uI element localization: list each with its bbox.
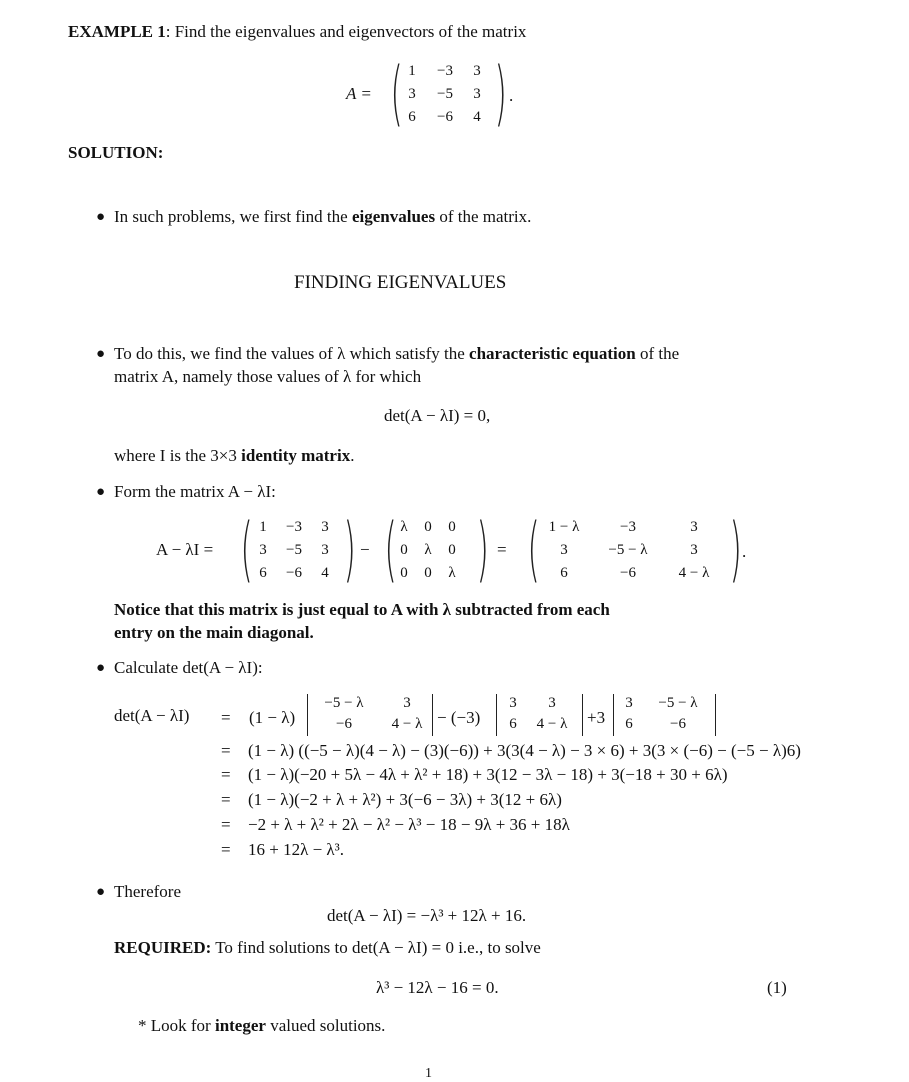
matrix-entry: 6 [259, 565, 267, 581]
left-paren: ( [240, 508, 253, 590]
matrix-entry: λ [448, 565, 456, 581]
bullet-3-text: Form the matrix A − λI: [114, 482, 276, 501]
bullet-2-line-2: matrix A, namely those values of λ for which [114, 367, 422, 386]
matrix-entry: 6 [509, 716, 517, 732]
calc-line: (1 − λ)(−20 + 5λ − 4λ + λ² + 18) + 3(12 − 3λ − 18) + 3(−18 + 30 + 6λ) [248, 765, 728, 784]
form-matrix-1 [250, 516, 338, 585]
matrix-entry: 4 − λ [536, 716, 568, 732]
matrix-entry: 6 [625, 716, 633, 732]
where-bold: identity matrix [241, 446, 351, 465]
bullet-5: ● [96, 884, 106, 900]
det-bar [613, 694, 614, 736]
matrix-entry: −3 [620, 519, 636, 535]
example-statement [68, 22, 526, 42]
matrix-entry: 4 − λ [391, 716, 423, 732]
notice-line-1: Notice that this matrix is just equal to A with λ subtracted from each [114, 600, 610, 619]
det-2x2-3 [616, 693, 714, 735]
where-pre: where I is the 3×3 [114, 446, 242, 465]
matrix-entry: 4 [321, 565, 329, 581]
matrix-entry: 3 [473, 86, 481, 102]
form-equals: = [497, 540, 507, 559]
matrix-entry: 3 [408, 86, 416, 102]
form-minus: − [360, 540, 370, 559]
bullet-2: ● [96, 346, 106, 362]
matrix-entry: −3 [437, 63, 453, 79]
required-label: REQUIRED: [114, 938, 212, 957]
det-2x2-1 [310, 693, 436, 735]
bullet-5-text: Therefore [114, 882, 182, 901]
matrix-entry: −5 − λ [324, 695, 364, 711]
calc-line-eq: = [221, 790, 231, 809]
notice-line-2: entry on the main diagonal. [114, 623, 314, 642]
right-paren: ) [476, 508, 489, 590]
section-heading: FINDING EIGENVALUES [294, 272, 507, 293]
matrix-entry: 3 [625, 695, 633, 711]
matrix-entry: −6 [437, 109, 453, 125]
matrix-entry: 3 [548, 695, 556, 711]
matrix-entry: 3 [473, 63, 481, 79]
matrix-entry: λ [400, 519, 408, 535]
matrix-entry: −6 [620, 565, 636, 581]
right-paren: ) [729, 508, 742, 590]
matrix-entry: 1 − λ [548, 519, 580, 535]
calc-eq: = [221, 708, 231, 727]
matrix-entry: −6 [670, 716, 686, 732]
required-text: To find solutions to det(A − λI) = 0 i.e., to solve [211, 938, 541, 957]
calc-coef-2: − (−3) [437, 708, 481, 727]
matrix-entry: 4 − λ [678, 565, 710, 581]
bullet-2-bold: characteristic equation [469, 344, 636, 363]
look-star: * [138, 1016, 147, 1035]
det-bar [307, 694, 308, 736]
bullet-2-post: of the [635, 344, 680, 363]
matrix-entry: 3 [259, 542, 267, 558]
where-line [114, 446, 354, 466]
matrix-entry: 3 [690, 542, 698, 558]
calc-line-eq: = [221, 765, 231, 784]
calc-lhs: det(A − λI) [114, 706, 190, 725]
look-bold: integer [214, 1016, 266, 1035]
form-matrix-3 [534, 516, 726, 585]
form-matrix-2 [392, 516, 464, 585]
equation-tag: (1) [767, 978, 787, 997]
calc-line: (1 − λ)(−2 + λ + λ²) + 3(−6 − 3λ) + 3(12 + 6λ) [248, 790, 562, 809]
bullet-3: ● [96, 484, 106, 500]
matrix-entry: 1 [259, 519, 267, 535]
bullet-2-pre: To do this, we find the values of λ which satisfy the [114, 344, 470, 363]
form-lhs: A − λI = [156, 540, 214, 559]
cubic-equation: λ³ − 12λ − 16 = 0. [376, 978, 499, 997]
example-text: : Find the eigenvalues and eigenvectors of the matrix [165, 22, 527, 41]
matrix-entry: 0 [424, 565, 432, 581]
det-bar [432, 694, 433, 736]
form-period: . [742, 542, 747, 561]
matrix-entry: −3 [286, 519, 302, 535]
right-paren: ) [343, 508, 356, 590]
matrix-entry: 6 [560, 565, 568, 581]
matrix-a-period: . [509, 86, 514, 105]
matrix-entry: 0 [448, 542, 456, 558]
matrix-entry: 4 [473, 109, 481, 125]
matrix-entry: 0 [400, 542, 408, 558]
right-paren: ) [494, 52, 507, 134]
left-paren: ( [527, 508, 540, 590]
matrix-entry: −6 [286, 565, 302, 581]
matrix-entry: 3 [560, 542, 568, 558]
matrix-a [398, 60, 490, 129]
calc-line-eq: = [221, 840, 231, 859]
page-number: 1 [425, 1066, 432, 1081]
matrix-entry: 0 [424, 519, 432, 535]
calc-coef-1: (1 − λ) [249, 708, 296, 727]
look-line [138, 1016, 385, 1036]
matrix-entry: λ [424, 542, 432, 558]
left-paren: ( [390, 52, 403, 134]
look-post: valued solutions. [265, 1016, 386, 1035]
bullet-1-post: of the matrix. [435, 207, 532, 226]
det-equation: det(A − λI) = 0, [384, 406, 491, 425]
calc-line: −2 + λ + λ² + 2λ − λ² − λ³ − 18 − 9λ + 36 + 18λ [248, 815, 570, 834]
det-2x2-2 [500, 693, 578, 735]
matrix-entry: 3 [403, 695, 411, 711]
example-label: EXAMPLE 1 [68, 22, 166, 41]
matrix-entry: 3 [690, 519, 698, 535]
bullet-4-text: Calculate det(A − λI): [114, 658, 263, 677]
matrix-entry: −5 − λ [658, 695, 698, 711]
matrix-entry: 6 [408, 109, 416, 125]
left-paren: ( [384, 508, 397, 590]
matrix-entry: 0 [400, 565, 408, 581]
calc-line: 16 + 12λ − λ³. [248, 840, 345, 859]
solution-heading: SOLUTION: [68, 143, 164, 162]
det-bar [582, 694, 583, 736]
therefore-equation: det(A − λI) = −λ³ + 12λ + 16. [327, 906, 527, 925]
required-line [114, 938, 541, 958]
bullet-1-text [114, 207, 531, 227]
bullet-2-line-1 [114, 344, 679, 364]
bullet-1: ● [96, 209, 106, 225]
matrix-entry: −6 [336, 716, 352, 732]
det-bar [496, 694, 497, 736]
matrix-entry: −5 − λ [608, 542, 648, 558]
where-post: . [350, 446, 355, 465]
matrix-entry: −5 [286, 542, 302, 558]
matrix-entry: 3 [509, 695, 517, 711]
calc-coef-3: +3 [587, 708, 606, 727]
bullet-1-pre: In such problems, we first find the [114, 207, 352, 226]
matrix-entry: 0 [448, 519, 456, 535]
matrix-entry: 3 [321, 542, 329, 558]
calc-line-eq: = [221, 815, 231, 834]
matrix-entry: 3 [321, 519, 329, 535]
matrix-entry: 1 [408, 63, 416, 79]
look-pre: Look for [146, 1016, 215, 1035]
matrix-a-name: A = [346, 84, 372, 103]
matrix-entry: −5 [437, 86, 453, 102]
bullet-1-bold: eigenvalues [351, 207, 436, 226]
calc-line: (1 − λ) ((−5 − λ)(4 − λ) − (3)(−6)) + 3(3(4 − λ) − 3 × 6) + 3(3 × (−6) − (−5 − λ)6) [248, 741, 801, 760]
bullet-4: ● [96, 660, 106, 676]
calc-line-eq: = [221, 741, 231, 760]
det-bar [715, 694, 716, 736]
